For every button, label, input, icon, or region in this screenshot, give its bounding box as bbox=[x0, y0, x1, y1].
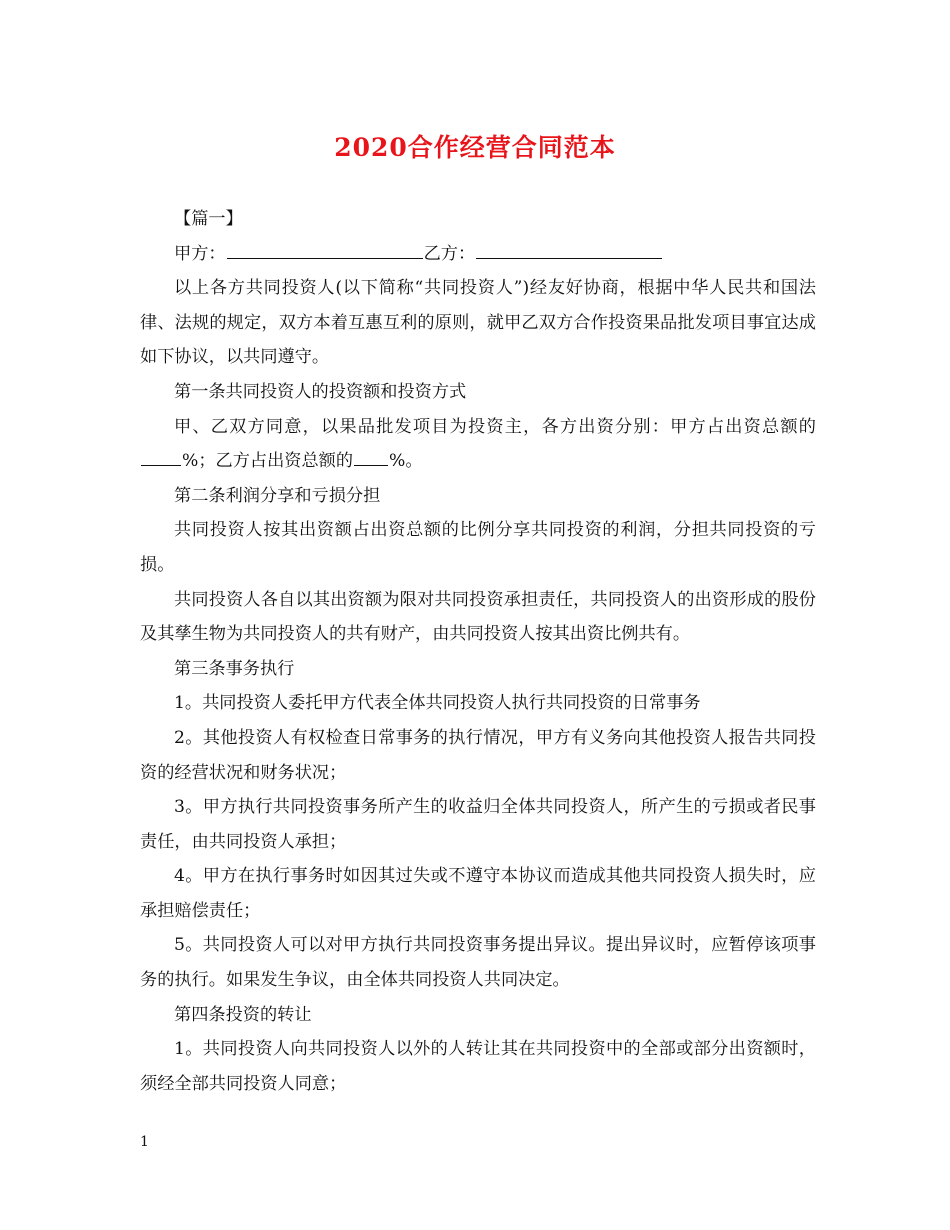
article-3-item-3: 3。甲方执行共同投资事务所产生的收益归全体共同投资人，所产生的亏损或者民事责任，由共同投资人承担； bbox=[140, 797, 816, 852]
page-number: 1 bbox=[140, 1134, 149, 1150]
article-2-paragraph-1: 共同投资人按其出资额占出资总额的比例分享共同投资的利润，分担共同投资的亏损。 bbox=[140, 520, 816, 575]
parties-line bbox=[140, 237, 816, 272]
party-a-blank[interactable] bbox=[227, 240, 423, 259]
article-1-title: 第一条共同投资人的投资额和投资方式 bbox=[174, 381, 467, 402]
party-a-percent-blank[interactable] bbox=[141, 447, 181, 466]
article-1-text-c: %；乙方占出资总额的 bbox=[182, 451, 354, 472]
article-3-item-1: 1。共同投资人委托甲方代表全体共同投资人执行共同投资的日常事务 bbox=[174, 693, 701, 714]
article-1-text-d: %。 bbox=[389, 451, 423, 472]
section-heading bbox=[140, 202, 816, 237]
article-1-text bbox=[140, 410, 816, 479]
article-1-text-a: 甲、乙双方同意，以果品批发项目为投资主，各方出资分别：甲方占出资总额 bbox=[174, 416, 799, 437]
article-2-paragraph-2: 共同投资人各自以其出资额为限对共同投资承担责任，共同投资人的出资形成的股份及其孳生物为共同投资人的共有财产，由共同投资人按其出资比例共有。 bbox=[140, 589, 816, 645]
party-b-percent-blank[interactable] bbox=[354, 447, 388, 466]
party-b-blank[interactable] bbox=[476, 240, 662, 259]
article-1-text-b: 的 bbox=[798, 416, 816, 437]
document-title: 2020合作经营合同范本 bbox=[334, 133, 616, 162]
section-label: 【篇一】 bbox=[174, 209, 243, 229]
article-4-title: 第四条投资的转让 bbox=[174, 1004, 312, 1025]
article-3-item-2: 2。其他投资人有权检查日常事务的执行情况，甲方有义务向其他投资人报告共同投资的经营状况和财务状况； bbox=[140, 727, 816, 783]
article-4-item-1: 1。共同投资人向共同投资人以外的人转让其在共同投资中的全部或部分出资额时，须经全部共同投资人同意； bbox=[140, 1039, 816, 1094]
intro-paragraph: 以上各方共同投资人(以下简称“共同投资人”)经友好协商，根据中华人民共和国法律、法规的规定，双方本着互惠互利的原则，就甲乙双方合作投资果品批发项目事宜达成如下协议，以共同遵守。 bbox=[140, 278, 816, 368]
party-b-label: 乙方： bbox=[423, 243, 476, 264]
article-3-item-4: 4。甲方在执行事务时如因其过失或不遵守本协议而造成其他共同投资人损失时，应承担赔偿责任； bbox=[140, 866, 816, 921]
article-3-title: 第三条事务执行 bbox=[174, 658, 295, 679]
document-body bbox=[140, 202, 816, 1101]
article-3-item-5: 5。共同投资人可以对甲方执行共同投资事务提出异议。提出异议时，应暂停该项事务的执行。如果发生争议，由全体共同投资人共同决定。 bbox=[140, 935, 816, 991]
article-2-title: 第二条利润分享和亏损分担 bbox=[174, 485, 381, 506]
party-a-label: 甲方： bbox=[174, 243, 226, 264]
